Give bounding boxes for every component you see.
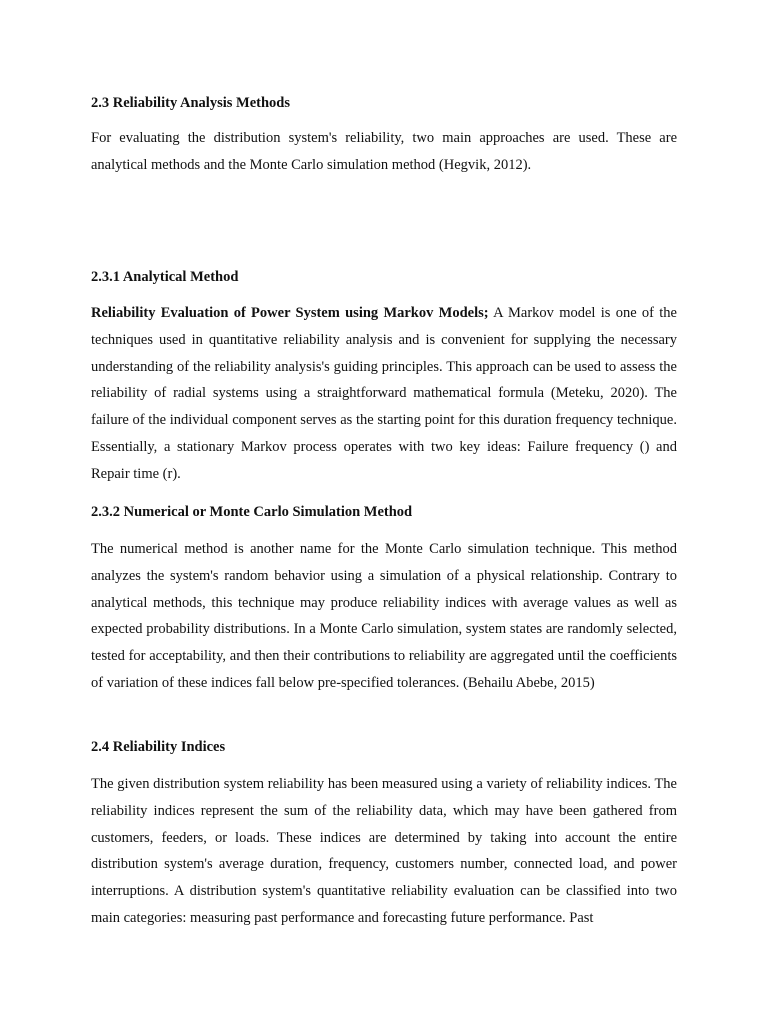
paragraph-2-4: The given distribution system reliability has been measured using a variety of reliability indices. The reliability indices represent the sum of the reliability data, which may have been gathered from customers, feeders, or loads. These indices are determined by taking into account the entire distribution system's average duration, frequency, customers number, connected load, and power interruptions. A distribution system's quantitative reliability evaluation can be classified into two main categories: measuring past performance and forecasting future performance. Past: [91, 776, 677, 926]
paragraph-2-3-1: [91, 300, 677, 488]
heading-2-4: 2.4 Reliability Indices: [91, 739, 226, 755]
heading-2-3-2: 2.3.2 Numerical or Monte Carlo Simulation Method: [91, 504, 413, 520]
paragraph-2-3-2: The numerical method is another name for the Monte Carlo simulation technique. This method analyzes the system's random behavior using a simulation of a physical relationship. Contrary to analytical methods, this technique may produce reliability indices with average values as well as expected probability distributions. In a Monte Carlo simulation, system states are randomly selected, tested for acceptability, and then their contributions to reliability are aggregated until the coefficients of variation of these indices fall below pre-specified tolerances. (Behailu Abebe, 2015): [91, 541, 677, 691]
paragraph-lead-bold: Reliability Evaluation of Power System using Markov Models;: [91, 305, 489, 321]
paragraph-body: A Markov model is one of the techniques used in quantitative reliability analysis and is convenient for supplying the necessary understanding of the reliability analysis's guiding principles. This approach can be used to assess the reliability of radial systems using a straightforward mathematical formula (Meteku, 2020). The failure of the individual component serves as the starting point for this duration frequency technique. Essentially, a stationary Markov process operates with two key ideas: Failure frequency () and Repair time (r).: [91, 305, 677, 482]
document-page: [91, 0, 677, 1024]
heading-2-3: 2.3 Reliability Analysis Methods: [91, 95, 290, 111]
heading-2-3-1: 2.3.1 Analytical Method: [91, 269, 239, 285]
paragraph-2-3: For evaluating the distribution system's reliability, two main approaches are used. These are analytical methods and the Monte Carlo simulation method (Hegvik, 2012).: [91, 130, 677, 173]
